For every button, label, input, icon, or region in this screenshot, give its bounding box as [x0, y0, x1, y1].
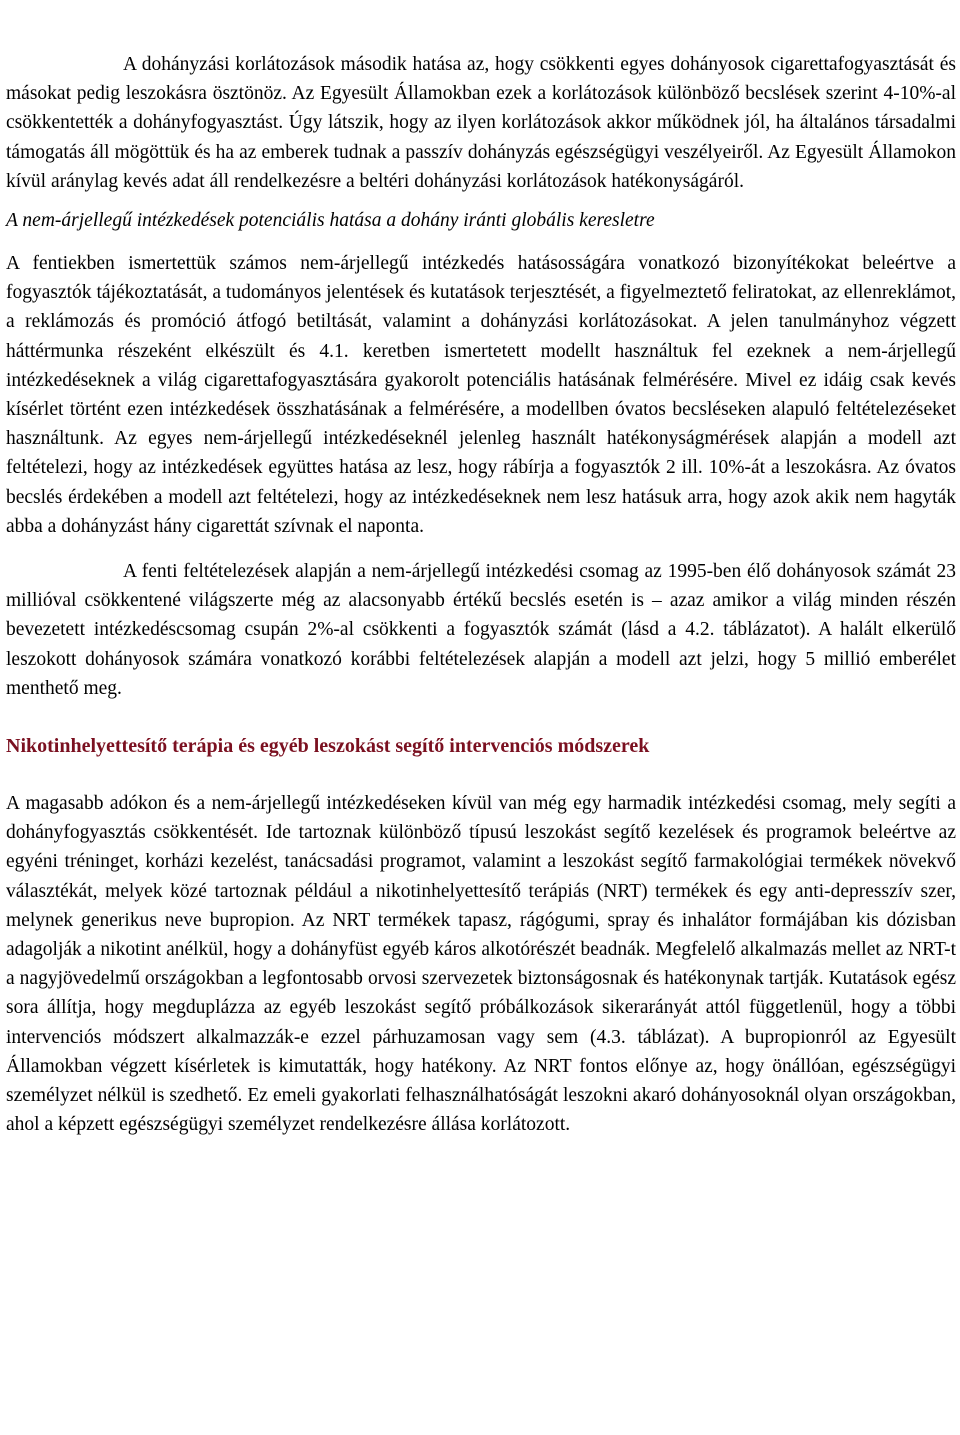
- paragraph-non-price-measures: A fentiekben ismertettük számos nem-árjellegű intézkedés hatásosságára vonatkozó bizonyítékokat beleértve a fogyasztók tájékoztatását, a tudományos jelentések és kutatások terjesztését, a figyelmeztető feliratokat, az ellenreklámot, a reklámozás és promóció átfogó betiltását, valamint a dohányzási korlátozásokat. A jelen tanulmányhoz végzett háttérmunka részeként elkészült és 4.1. keretben ismertetett modellt használtuk fel ezeknek a nem-árjellegű intézkedéseknek a világ cigarettafogyasztására gyakorolt potenciális hatásának felmérésére. Mivel ez idáig csak kevés kísérlet történt ezen intézkedések összhatásának a felmérésére, a modellben óvatos becsléseken alapuló feltételezéseket használtunk. Az egyes nem-árjellegű intézkedéseknél jelenleg használt hatékonyságmérések alapján a modell azt feltételezi, hogy az intézkedések együttes hatása az lesz, hogy rábírja a fogyasztók 2 ill. 10%-át a leszokásra. Az óvatos becslés érdekében a modell azt feltételezi, hogy az intézkedéseknek nem lesz hatásuk arra, hogy azok akik nem hagyták abba a dohányzást hány cigarettát szívnak el naponta.: [6, 253, 956, 537]
- document-page: [6, 50, 956, 1140]
- paragraph-nrt-interventions: A magasabb adókon és a nem-árjellegű intézkedéseken kívül van még egy harmadik intézkedési csomag, mely segíti a dohányfogyasztás csökkentését. Ide tartoznak különböző típusú leszokást segítő kezelések és programok beleértve az egyéni tréninget, korházi kezelést, tanácsadási programot, valamint a leszokást segítő farmakológiai termékek növekvő választékát, melyek közé tartoznak például a nikotinhelyettesítő terápiás (NRT) termékek és egy anti-depresszív szer, melynek generikus neve bupropion. Az NRT termékek tapasz, rágógumi, spray és inhalátor formájában kis dózisban adagolják a nikotint anélkül, hogy a dohányfüst egyéb káros alkotórészét beadnák. Megfelelő alkalmazás mellet az NRT-t a nagyjövedelmű országokban a legfontosabb orvosi szervezetek biztonságosnak és hatékonynak tartják. Kutatások egész sora állítja, hogy megduplázza az egyéb leszokást segítő próbálkozások sikerarányát attól függetlenül, hogy a többi intervenciós módszert alkalmazzák-e ezzel párhuzamosan vagy sem (4.3. táblázat). A bupropionról az Egyesült Államokban végzett kísérletek is kimutatták, hogy hatékony. Az NRT fontos előnye az, hogy önállóan, egészségügyi személyzet nélkül is szedhető. Ez emeli gyakorlati felhasználhatóságát leszokni akaró dohányosoknál olyan országokban, ahol a képzett egészségügyi személyzet rendelkezésre állása korlátozott.: [6, 793, 956, 1136]
- section-heading-nrt: Nikotinhelyettesítő terápia és egyéb leszokást segítő intervenciós módszerek: [6, 735, 650, 758]
- paragraph-model-results: A fenti feltételezések alapján a nem-árjellegű intézkedési csomag az 1995-ben élő dohányosok számát 23 millióval csökkentené világszerte még az alacsonyabb értékű becslés esetén is – azaz amikor a világ minden részén bevezetett intézkedéscsomag csupán 2%-al csökkenti a fogyasztók számát (lásd a 4.2. táblázatot). A halált elkerülő leszokott dohányosok számára vonatkozó korábbi feltételezések alapján a modell azt jelzi, hogy 5 millió emberélet menthető meg.: [6, 561, 956, 699]
- paragraph-spacer: [6, 541, 956, 557]
- paragraph-smoking-restrictions: A dohányzási korlátozások második hatása az, hogy csökkenti egyes dohányosok cigarettafogyasztását és másokat pedig leszokásra ösztönöz. Az Egyesült Államokban ezek a korlátozások különböző becslések szerint 4-10%-al csökkentették a dohányfogyasztást. Úgy látszik, hogy az ilyen korlátozások akkor működnek jól, ha általános társadalmi támogatás áll mögöttük és ha az emberek tudnak a passzív dohányzás egészségügyi veszélyeiről. Az Egyesült Államokon kívül aránylag kevés adat áll rendelkezésre a beltéri dohányzási korlátozások hatékonyságáról.: [6, 54, 956, 192]
- italic-subheading: A nem-árjellegű intézkedések potenciális hatása a dohány iránti globális keresletre: [6, 210, 655, 232]
